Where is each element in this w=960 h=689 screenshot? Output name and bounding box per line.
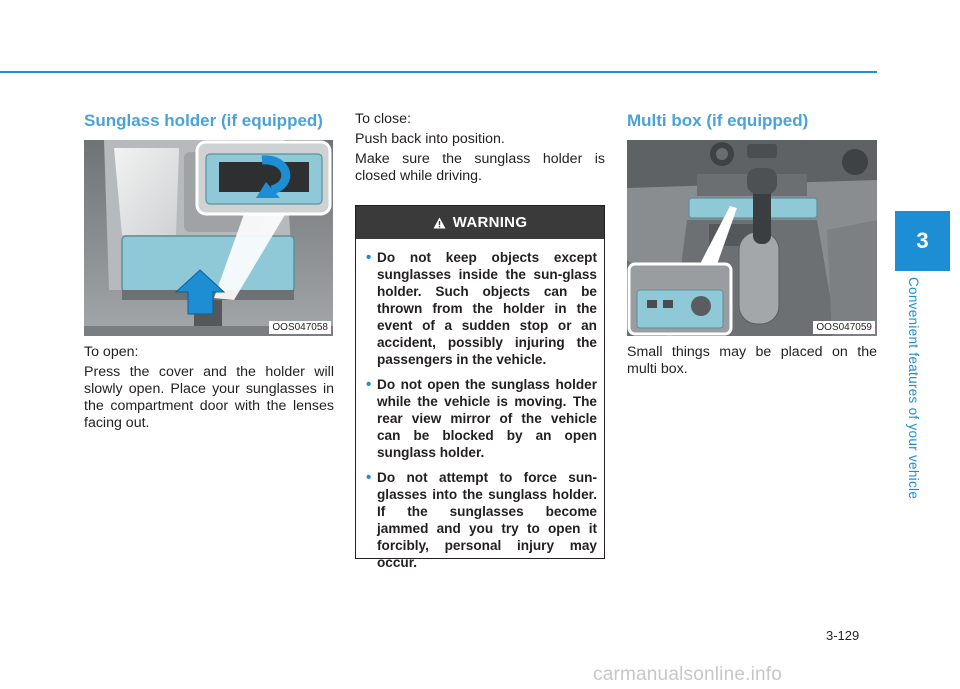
close-note: Make sure the sunglass holder is closed while driving. bbox=[355, 151, 605, 184]
warning-title: WARNING bbox=[452, 214, 528, 231]
sunglass-holder-illustration bbox=[84, 140, 333, 336]
sunglass-heading: Sunglass holder (if equipped) bbox=[84, 111, 323, 130]
watermark-text: carmanualsonline.info bbox=[593, 664, 783, 685]
multibox-heading: Multi box (if equipped) bbox=[627, 111, 809, 130]
chapter-number-tab: 3 bbox=[895, 211, 950, 271]
top-rule bbox=[0, 71, 877, 73]
sunglass-holder-figure bbox=[84, 140, 333, 336]
multibox-description: Small things may be placed on the multi box. bbox=[627, 344, 877, 377]
warning-item: • Do not attempt to force sun-glasses into the sunglass holder. If the sunglasses become jammed and you try to open it forcibly, personal injury may occur. bbox=[366, 469, 597, 571]
warning-triangle-icon bbox=[433, 217, 446, 229]
page-number: 3-129 bbox=[826, 628, 860, 643]
open-label: To open: bbox=[84, 344, 139, 360]
chapter-title: Convenient features of your vehicle bbox=[906, 277, 921, 500]
open-instructions: Press the cover and the holder will slowly open. Place your sunglasses in the compartment door with the lenses facing out. bbox=[84, 364, 334, 431]
multi-box-figure bbox=[627, 140, 877, 336]
warning-header bbox=[356, 206, 604, 239]
close-label: To close: bbox=[355, 111, 411, 127]
warning-item: • Do not keep objects except sunglasses inside the sun-glass holder. Such objects can be thrown from the holder in the event of a sudden stop or an accident, possibly injuring the passengers in the vehicle. bbox=[366, 249, 597, 368]
warning-list bbox=[356, 239, 604, 571]
close-instructions: Push back into position. bbox=[355, 131, 505, 147]
warning-item: • Do not open the sunglass holder while the vehicle is moving. The rear view mirror of the vehicle can be blocked by an open sunglass holder. bbox=[366, 376, 597, 461]
warning-box bbox=[355, 205, 605, 570]
figure-code: OOS047059 bbox=[813, 321, 875, 334]
figure-code: OOS047058 bbox=[269, 321, 331, 334]
multi-box-illustration bbox=[627, 140, 877, 336]
